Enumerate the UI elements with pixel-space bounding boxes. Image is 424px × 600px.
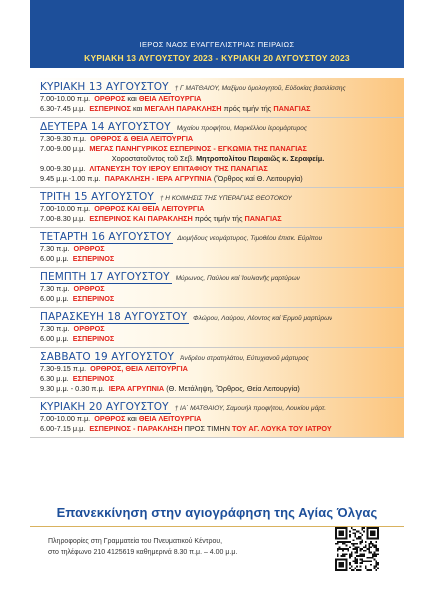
day-title: ΠΕΜΠΤΗ 17 ΑΥΓΟΥΣΤΟΥ [40,271,170,283]
day-header [40,231,396,244]
day-title: ΤΕΤΑΡΤΗ 16 ΑΥΓΟΥΣΤΟΥ [40,231,172,243]
service-time: 7.30 π.μ. [40,324,70,333]
service-name: ΙΕΡΑ ΑΓΡΥΠΝΙΑ [108,384,165,393]
service-line [40,154,396,164]
service-note: (Ὄρθρος καί Θ. Λειτουργία) [211,174,303,183]
service-name: ΕΣΠΕΡΙΝΟΣ [89,104,131,113]
service-time: 7.30-9.15 π.μ. [40,364,87,373]
day-title: ΠΑΡΑΣΚΕΥΗ 18 ΑΥΓΟΥΣΤΟΥ [40,311,188,323]
service-name: ΕΣΠΕΡΙΝΟΣ [72,374,115,383]
service-time: 6.30-7.45 μ.μ. [40,104,86,113]
contact-line-2: στο τηλέφωνο 210 4125619 καθημερινά 8.30 π.μ. – 4.00 μ.μ. [48,549,238,556]
schedule-poster [30,0,404,600]
day-saints: Διομήδους νεομάρτυρος, Τιμοθέου ἐπισκ. Εὐρίπου [177,235,323,242]
service-note-bold: Μητροπολίτου Πειραιῶς κ. Σεραφείμ. [196,154,325,163]
day-saints: † ΙΑ΄ ΜΑΤΘΑΙΟΥ, Σαμουήλ προφήτου, Λουκίου μάρτ. [174,405,327,412]
day-saints: † Γ ΜΑΤΘΑΙΟΥ, Μαξίμου ὁμολογητοῦ, Εὐδοκίας βασιλίσσης [174,85,346,92]
service-time: 7.00-10.00 π.μ. [40,414,91,423]
service-name: ΕΣΠΕΡΙΝΟΣ [72,294,115,303]
service-line [40,214,396,224]
service-connector: ΠΡΟΣ ΤΙΜΗΝ [182,424,232,433]
day-header [40,191,396,204]
service-line [40,284,396,294]
qr-code-icon[interactable] [335,527,379,571]
service-line [40,244,396,254]
service-line [40,174,396,184]
service-note: πρός τιμήν τής [221,104,274,113]
day-block [30,228,404,268]
service-line [40,334,396,344]
day-header [40,311,396,324]
service-line [40,254,396,264]
service-time: 7.30 π.μ. [40,284,70,293]
service-time: 6.00 μ.μ. [40,254,69,263]
day-saints: † Η ΚΟΙΜΗΣΙΣ ΤΗΣ ΥΠΕΡΑΓΙΑΣ ΘΕΟΤΟΚΟΥ [159,195,292,202]
service-line [40,384,396,394]
day-block [30,268,404,308]
service-line [40,204,396,214]
service-name-secondary: ΘΕΙΑ ΛΕΙΤΟΥΡΓΙΑ [138,94,202,103]
day-header [40,351,396,364]
day-header [40,121,396,134]
schedule-period: ΚΥΡΙΑΚΗ 13 ΑΥΓΟΥΣΤΟΥ 2023 - ΚΥΡΙΑΚΗ 20 ΑΥΓΟΥΣΤΟΥ 2023 [84,53,350,63]
day-block [30,308,404,348]
service-line [40,164,396,174]
day-saints: Μύρωνος, Παύλου καί Ἰουλιανῆς μαρτύρων [175,275,300,282]
service-time: 7.30 π.μ. [40,244,70,253]
service-name: ΕΣΠΕΡΙΝΟΣ [72,254,115,263]
service-time: 7.00-10.00 π.μ. [40,94,91,103]
service-name: ΟΡΘΡΟΣ [73,324,105,333]
day-block [30,188,404,228]
service-name: ΕΣΠΕΡΙΝΟΣ - ΠΑΡΑΚΛΗΣΗ [89,424,183,433]
service-line [40,324,396,334]
service-time: 6.00 μ.μ. [40,334,69,343]
service-time: 9.45 μ.μ.-1.00 π.μ. [40,174,101,183]
service-time: 9.00-9.30 μ.μ. [40,164,86,173]
day-header [40,81,396,94]
poster-header [30,0,404,68]
day-saints: Μιχαίου προφήτου, Μαρκέλλου ἱερομάρτυρος [176,125,308,132]
service-connector: και [125,414,139,423]
day-list [30,78,404,438]
day-block [30,78,404,118]
day-title: ΚΥΡΙΑΚΗ 20 ΑΥΓΟΥΣΤΟΥ [40,401,169,413]
service-name-secondary: ΜΕΓΑΛΗ ΠΑΡΑΚΛΗΣΗ [144,104,222,113]
service-line [40,144,396,154]
day-title: ΚΥΡΙΑΚΗ 13 ΑΥΓΟΥΣΤΟΥ [40,81,169,93]
service-line [40,134,396,144]
service-note-emphasis: ΠΑΝΑΓΙΑΣ [244,214,282,223]
service-line [40,414,396,424]
day-block [30,398,404,438]
service-name: ΟΡΘΡΟΣ [73,244,105,253]
service-time: 6.30 μ.μ. [40,374,69,383]
service-note-emphasis: ΠΑΝΑΓΙΑΣ [273,104,311,113]
service-note: Χοροστατοῦντος τοῦ Σεβ. [111,154,197,163]
service-connector: και [130,104,145,113]
service-name: ΕΣΠΕΡΙΝΟΣ ΚΑΙ ΠΑΡΑΚΛΗΣΗ [89,214,193,223]
service-line [40,424,396,434]
service-name-secondary: ΤΟΥ ΑΓ. ΛΟΥΚΑ ΤΟΥ ΙΑΤΡΟΥ [232,424,332,433]
service-name-secondary: ΘΕΙΑ ΛΕΙΤΟΥΡΓΙΑ [138,414,202,423]
service-line [40,94,396,104]
service-connector: και [125,94,139,103]
service-time: 6.00-7.15 μ.μ. [40,424,86,433]
announcement-banner: Επανεκκίνηση στην αγιογράφηση της Αγίας Όλγας [56,505,378,520]
service-line [40,294,396,304]
day-saints: Φλώρου, Λαύρου, Λέοντος καί Ἑρμοῦ μαρτύρων [193,315,333,322]
church-name: ΙΕΡΟΣ ΝΑΟΣ ΕΥΑΓΓΕΛΙΣΤΡΙΑΣ ΠΕΙΡΑΙΩΣ [139,40,295,49]
day-saints: Ἀνδρέου στρατηλάτου, Εὐτυχιανοῦ μάρτυρος [179,355,309,362]
service-note: (Θ. Μετάληψη, Ὄρθρος, Θεία Λειτουργία) [164,384,300,393]
service-name: ΜΕΓΑΣ ΠΑΝΗΓΥΡΙΚΟΣ ΕΣΠΕΡΙΝΟΣ - ΕΓΚΩΜΙΑ ΤΗΣ ΠΑΝΑΓΙΑΣ [89,144,307,153]
service-time: 9.30 μ.μ. - 0.30 π.μ. [40,384,105,393]
service-time: 6.00 μ.μ. [40,294,69,303]
contact-info [48,536,333,558]
day-title: ΔΕΥΤΕΡΑ 14 ΑΥΓΟΥΣΤΟΥ [40,121,171,133]
service-time: 7.00-8.30 μ.μ. [40,214,86,223]
service-line [40,104,396,114]
service-name: ΟΡΘΡΟΣ [94,94,126,103]
day-header [40,401,396,414]
service-name: ΟΡΘΡΟΣ, ΘΕΙΑ ΛΕΙΤΟΥΡΓΙΑ [90,364,188,373]
day-header [40,271,396,284]
day-title: ΣΑΒΒΑΤΟ 19 ΑΥΓΟΥΣΤΟΥ [40,351,174,363]
service-time: 7.30-9.30 π.μ. [40,134,87,143]
day-block [30,118,404,188]
service-time: 7.00-9.00 μ.μ. [40,144,86,153]
service-name: ΛΙΤΑΝΕΥΣΗ ΤΟΥ ΙΕΡΟΥ ΕΠΙΤΑΦΙΟΥ ΤΗΣ ΠΑΝΑΓΙΑΣ [89,164,268,173]
service-name: ΟΡΘΡΟΣ ΚΑΙ ΘΕΙΑ ΛΕΙΤΟΥΡΓΙΑ [94,204,205,213]
service-note: πρός τιμήν τής [192,214,245,223]
service-name: ΟΡΘΡΟΣ [73,284,105,293]
day-title: ΤΡΙΤΗ 15 ΑΥΓΟΥΣΤΟΥ [40,191,154,203]
service-name: ΟΡΘΡΟΣ [94,414,126,423]
day-block [30,348,404,398]
service-time: 7.00-10.00 π.μ. [40,204,91,213]
service-line [40,364,396,374]
service-name: ΕΣΠΕΡΙΝΟΣ [72,334,115,343]
contact-line-1: Πληροφορίες στη Γραμματεία του Πνευματικού Κέντρου, [48,538,223,545]
service-line [40,374,396,384]
service-name: ΠΑΡΑΚΛΗΣΗ - ΙΕΡΑ ΑΓΡΥΠΝΙΑ [104,174,212,183]
service-name: ΟΡΘΡΟΣ & ΘΕΙΑ ΛΕΙΤΟΥΡΓΙΑ [90,134,194,143]
